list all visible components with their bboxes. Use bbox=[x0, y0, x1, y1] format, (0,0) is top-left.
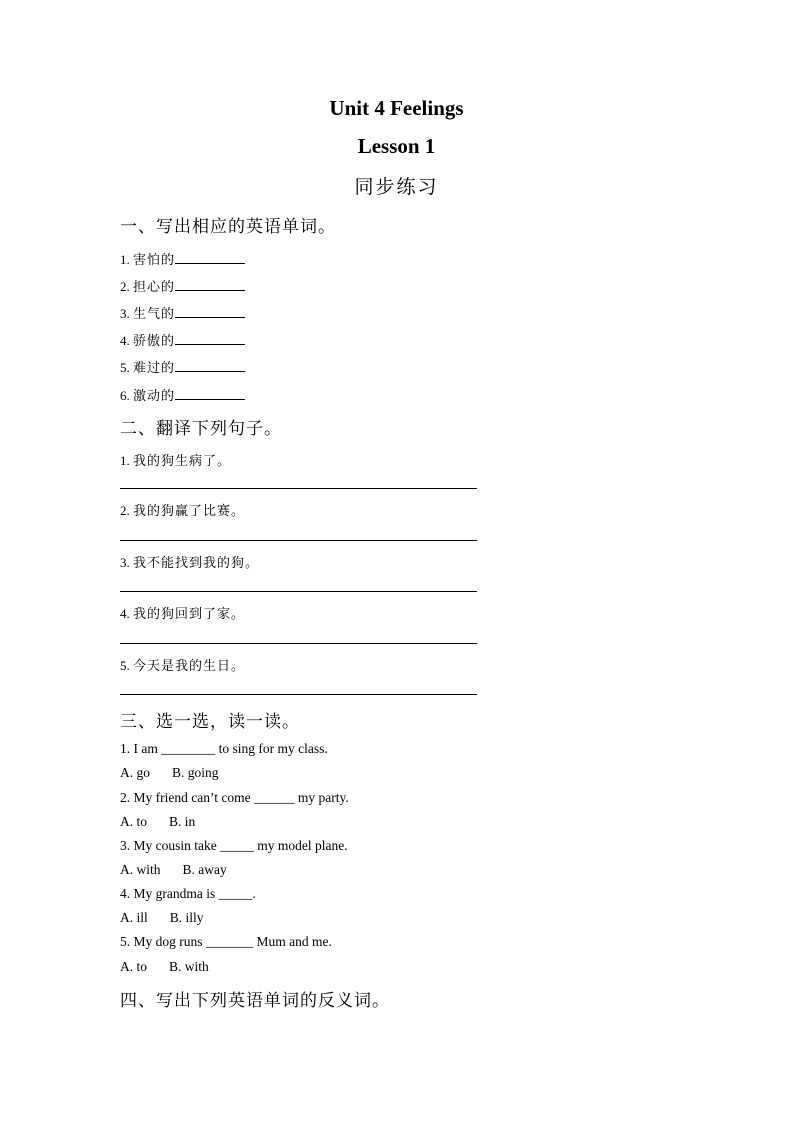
translate-item bbox=[120, 450, 231, 469]
item-number: 2. bbox=[120, 503, 130, 518]
vocab-item bbox=[120, 276, 245, 295]
item-number: 2. bbox=[120, 279, 130, 294]
option-b[interactable]: B. in bbox=[169, 814, 196, 829]
vocab-item bbox=[120, 303, 245, 322]
options-row bbox=[120, 862, 227, 878]
question-text: 4. My grandma is _____. bbox=[120, 886, 256, 901]
section-4-heading: 四、写出下列英语单词的反义词。 bbox=[120, 991, 390, 1011]
options-row bbox=[120, 765, 219, 781]
answer-blank[interactable] bbox=[175, 359, 245, 372]
vocab-item bbox=[120, 330, 245, 349]
answer-blank[interactable] bbox=[175, 305, 245, 318]
answer-line[interactable] bbox=[120, 694, 477, 695]
item-text: 骄傲的 bbox=[133, 334, 176, 349]
vocab-item bbox=[120, 357, 245, 376]
item-text: 担心的 bbox=[133, 280, 176, 295]
answer-blank[interactable] bbox=[175, 387, 245, 400]
item-text: 生气的 bbox=[133, 307, 176, 322]
translate-item bbox=[120, 552, 259, 571]
item-text: 我的狗赢了比赛。 bbox=[133, 504, 246, 519]
option-b[interactable]: B. away bbox=[182, 862, 227, 877]
lesson-title: Lesson 1 bbox=[357, 134, 436, 158]
option-a[interactable]: A. to bbox=[120, 814, 147, 829]
answer-line[interactable] bbox=[120, 643, 477, 644]
answer-line[interactable] bbox=[120, 540, 477, 541]
item-text: 激动的 bbox=[133, 389, 176, 404]
item-text: 我的狗生病了。 bbox=[133, 454, 232, 469]
option-b[interactable]: B. going bbox=[172, 765, 219, 780]
vocab-item bbox=[120, 249, 245, 268]
question-text: 2. My friend can’t come ______ my party. bbox=[120, 790, 349, 805]
item-number: 5. bbox=[120, 360, 130, 375]
option-b[interactable]: B. with bbox=[169, 959, 209, 974]
options-row bbox=[120, 910, 204, 926]
question-text: 3. My cousin take _____ my model plane. bbox=[120, 838, 348, 853]
translate-item bbox=[120, 655, 245, 674]
unit-title: Unit 4 Feelings bbox=[329, 96, 464, 120]
question-text: 5. My dog runs _______ Mum and me. bbox=[120, 934, 332, 949]
answer-blank[interactable] bbox=[175, 332, 245, 345]
item-text: 今天是我的生日。 bbox=[133, 659, 246, 674]
translate-item bbox=[120, 500, 245, 519]
item-number: 4. bbox=[120, 333, 130, 348]
item-number: 6. bbox=[120, 388, 130, 403]
item-text: 害怕的 bbox=[133, 253, 176, 268]
item-number: 1. bbox=[120, 453, 130, 468]
answer-line[interactable] bbox=[120, 488, 477, 489]
item-text: 难过的 bbox=[133, 361, 176, 376]
item-number: 5. bbox=[120, 658, 130, 673]
vocab-item bbox=[120, 385, 245, 404]
item-number: 4. bbox=[120, 606, 130, 621]
option-a[interactable]: A. to bbox=[120, 959, 147, 974]
item-number: 3. bbox=[120, 306, 130, 321]
section-2-heading: 二、翻译下列句子。 bbox=[120, 419, 282, 439]
options-row bbox=[120, 814, 195, 830]
section-1-heading: 一、写出相应的英语单词。 bbox=[120, 217, 336, 237]
option-b[interactable]: B. illy bbox=[169, 910, 204, 925]
options-row bbox=[120, 959, 209, 975]
item-number: 1. bbox=[120, 252, 130, 267]
item-number: 3. bbox=[120, 555, 130, 570]
answer-line[interactable] bbox=[120, 591, 477, 592]
option-a[interactable]: A. with bbox=[120, 862, 161, 877]
answer-blank[interactable] bbox=[175, 251, 245, 264]
item-text: 我不能找到我的狗。 bbox=[133, 556, 260, 571]
question-text: 1. I am ________ to sing for my class. bbox=[120, 741, 328, 756]
option-a[interactable]: A. ill bbox=[120, 910, 148, 925]
option-a[interactable]: A. go bbox=[120, 765, 150, 780]
section-3-heading: 三、选一选，读一读。 bbox=[120, 712, 300, 732]
answer-blank[interactable] bbox=[175, 278, 245, 291]
item-text: 我的狗回到了家。 bbox=[133, 607, 246, 622]
page-subtitle: 同步练习 bbox=[354, 176, 439, 198]
translate-item bbox=[120, 603, 245, 622]
